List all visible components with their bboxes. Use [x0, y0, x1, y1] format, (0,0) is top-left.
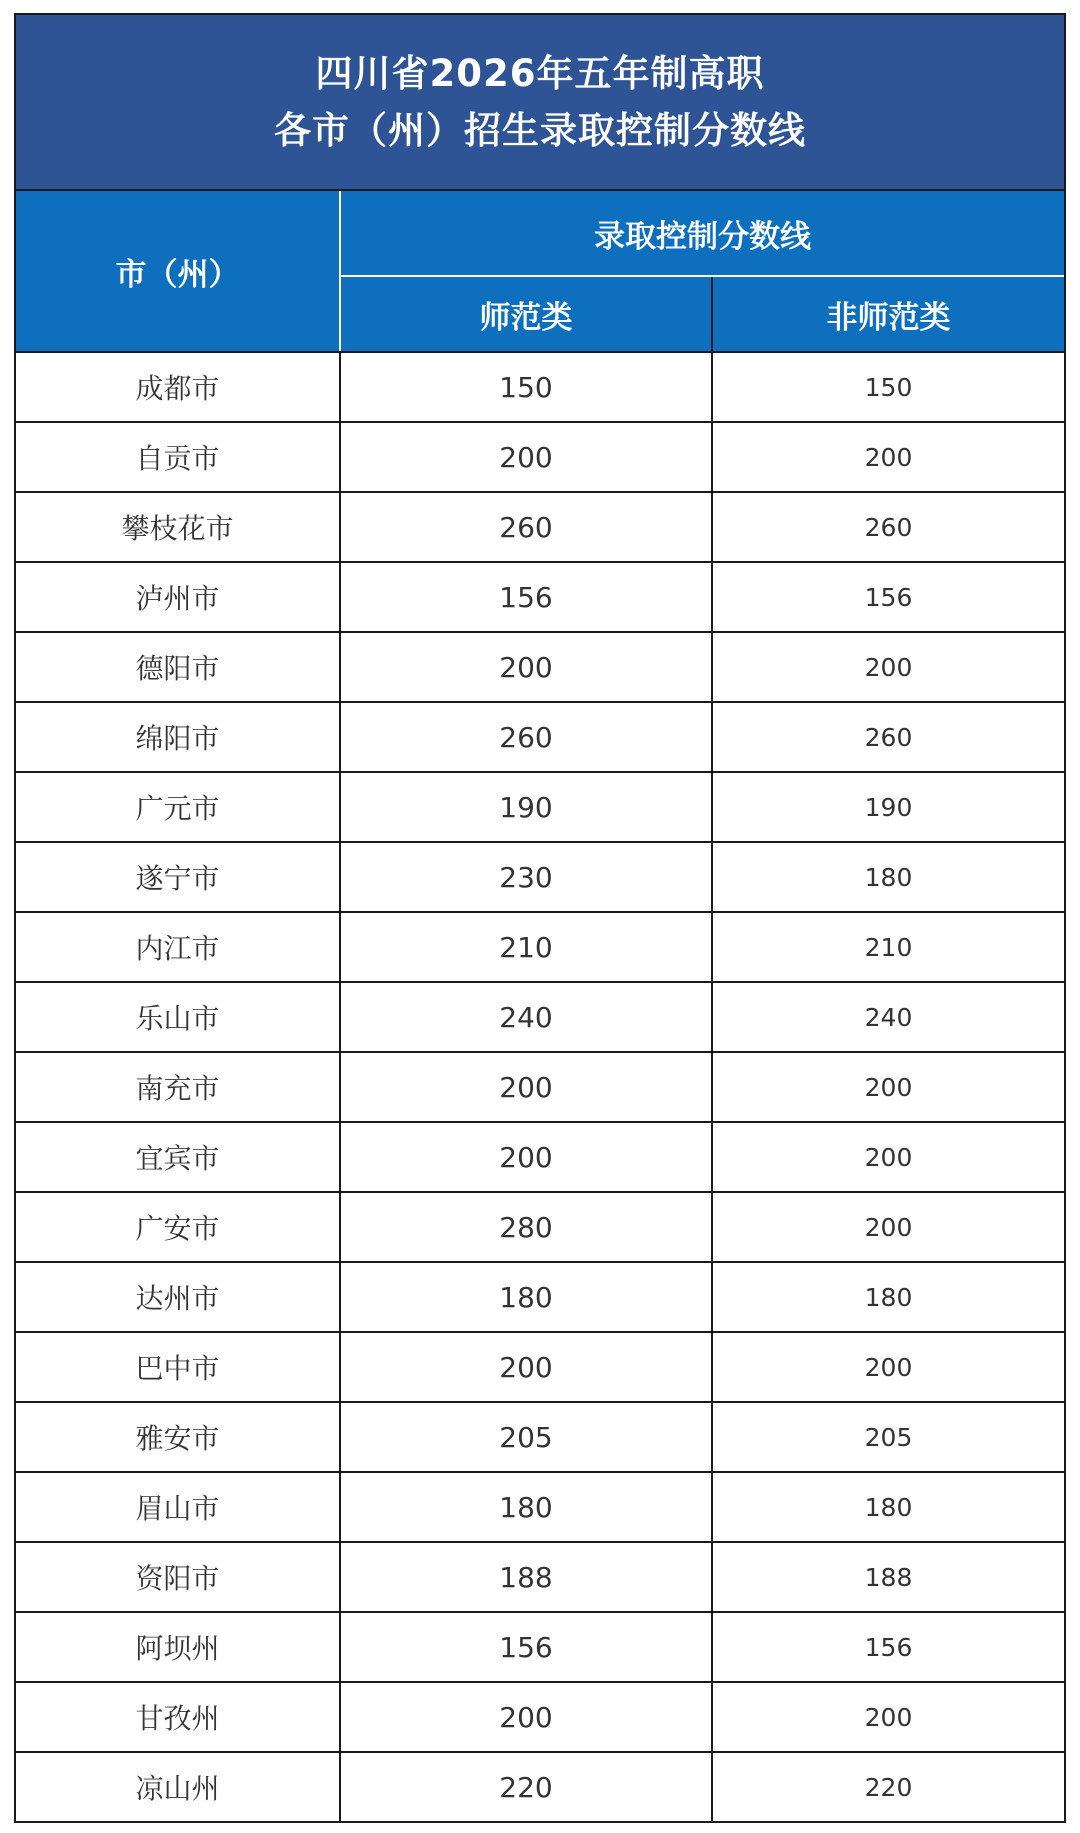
cell-city: 南充市 — [16, 1052, 340, 1122]
cell-normal-score: 200 — [340, 1052, 712, 1122]
cell-non-normal-score: 240 — [712, 982, 1064, 1052]
cell-normal-score: 188 — [340, 1542, 712, 1612]
cell-city: 达州市 — [16, 1262, 340, 1332]
cell-city: 资阳市 — [16, 1542, 340, 1612]
table-row — [16, 1332, 1064, 1402]
cell-non-normal-score: 200 — [712, 1682, 1064, 1752]
table-row — [16, 1052, 1064, 1122]
cell-city: 甘孜州 — [16, 1682, 340, 1752]
table-row — [16, 1682, 1064, 1752]
table-row — [16, 772, 1064, 842]
table-row — [16, 702, 1064, 772]
cell-city: 攀枝花市 — [16, 492, 340, 562]
cell-city: 绵阳市 — [16, 702, 340, 772]
table-row — [16, 912, 1064, 982]
cell-non-normal-score: 210 — [712, 912, 1064, 982]
table-row — [16, 1612, 1064, 1682]
cell-normal-score: 200 — [340, 1682, 712, 1752]
table-body — [16, 352, 1064, 1821]
cell-non-normal-score: 200 — [712, 632, 1064, 702]
cell-non-normal-score: 220 — [712, 1752, 1064, 1821]
cell-non-normal-score: 200 — [712, 1192, 1064, 1262]
header-score-group: 录取控制分数线 — [340, 191, 1064, 276]
cell-non-normal-score: 205 — [712, 1402, 1064, 1472]
title-line-1: 四川省2026年五年制高职 — [315, 52, 765, 95]
cell-city: 德阳市 — [16, 632, 340, 702]
cell-city: 巴中市 — [16, 1332, 340, 1402]
header-non-normal: 非师范类 — [712, 276, 1064, 352]
table-row — [16, 842, 1064, 912]
cell-non-normal-score: 200 — [712, 1052, 1064, 1122]
score-table — [16, 191, 1064, 1821]
cell-normal-score: 200 — [340, 1122, 712, 1192]
cell-city: 乐山市 — [16, 982, 340, 1052]
table-row — [16, 422, 1064, 492]
cell-non-normal-score: 156 — [712, 562, 1064, 632]
cell-city: 遂宁市 — [16, 842, 340, 912]
cell-normal-score: 240 — [340, 982, 712, 1052]
table-row — [16, 1472, 1064, 1542]
cell-normal-score: 260 — [340, 492, 712, 562]
table-row — [16, 982, 1064, 1052]
cell-non-normal-score: 180 — [712, 1472, 1064, 1542]
cell-city: 雅安市 — [16, 1402, 340, 1472]
cell-non-normal-score: 156 — [712, 1612, 1064, 1682]
cell-normal-score: 190 — [340, 772, 712, 842]
header-city: 市（州） — [16, 191, 340, 352]
cell-normal-score: 200 — [340, 422, 712, 492]
cell-city: 广元市 — [16, 772, 340, 842]
cell-non-normal-score: 180 — [712, 1262, 1064, 1332]
table-title — [16, 15, 1064, 191]
cell-non-normal-score: 150 — [864, 372, 913, 402]
cell-non-normal-score: 200 — [712, 1122, 1064, 1192]
table-row — [16, 1122, 1064, 1192]
cell-normal-score: 260 — [340, 702, 712, 772]
cell-non-normal-score: 200 — [712, 1332, 1064, 1402]
cell-non-normal-score: 188 — [712, 1542, 1064, 1612]
cell-normal-score: 210 — [340, 912, 712, 982]
table-row — [16, 1262, 1064, 1332]
cell-normal-score: 220 — [340, 1752, 712, 1821]
cell-normal-score: 180 — [340, 1472, 712, 1542]
cell-non-normal-score: 200 — [712, 422, 1064, 492]
cell-city: 宜宾市 — [16, 1122, 340, 1192]
cell-non-normal-score: 180 — [712, 842, 1064, 912]
table-row — [16, 492, 1064, 562]
table-row — [16, 1402, 1064, 1472]
cell-normal-score: 150 — [340, 352, 712, 422]
cell-city: 内江市 — [16, 912, 340, 982]
table-row — [16, 1752, 1064, 1821]
cell-city: 阿坝州 — [16, 1612, 340, 1682]
cell-non-normal-score: 190 — [712, 772, 1064, 842]
title-line-2: 各市（州）招生录取控制分数线 — [274, 109, 806, 152]
table-row — [16, 562, 1064, 632]
cell-city: 眉山市 — [16, 1472, 340, 1542]
table-row — [16, 1192, 1064, 1262]
cell-normal-score: 230 — [340, 842, 712, 912]
cell-normal-score: 200 — [340, 1332, 712, 1402]
table-row — [16, 352, 1064, 422]
cell-normal-score: 200 — [340, 632, 712, 702]
cell-city: 凉山州 — [16, 1752, 340, 1821]
cell-normal-score: 205 — [340, 1402, 712, 1472]
cell-city: 广安市 — [16, 1192, 340, 1262]
table-row — [16, 632, 1064, 702]
table-row — [16, 1542, 1064, 1612]
cell-city: 泸州市 — [16, 562, 340, 632]
cell-normal-score: 180 — [340, 1262, 712, 1332]
score-table-sheet — [14, 13, 1066, 1823]
cell-city: 成都市 — [16, 352, 340, 422]
cell-city: 自贡市 — [16, 422, 340, 492]
header-normal: 师范类 — [340, 276, 712, 352]
cell-normal-score: 156 — [340, 562, 712, 632]
cell-non-normal-score: 260 — [712, 702, 1064, 772]
cell-normal-score: 156 — [340, 1612, 712, 1682]
cell-normal-score: 280 — [340, 1192, 712, 1262]
cell-non-normal-score: 260 — [712, 492, 1064, 562]
